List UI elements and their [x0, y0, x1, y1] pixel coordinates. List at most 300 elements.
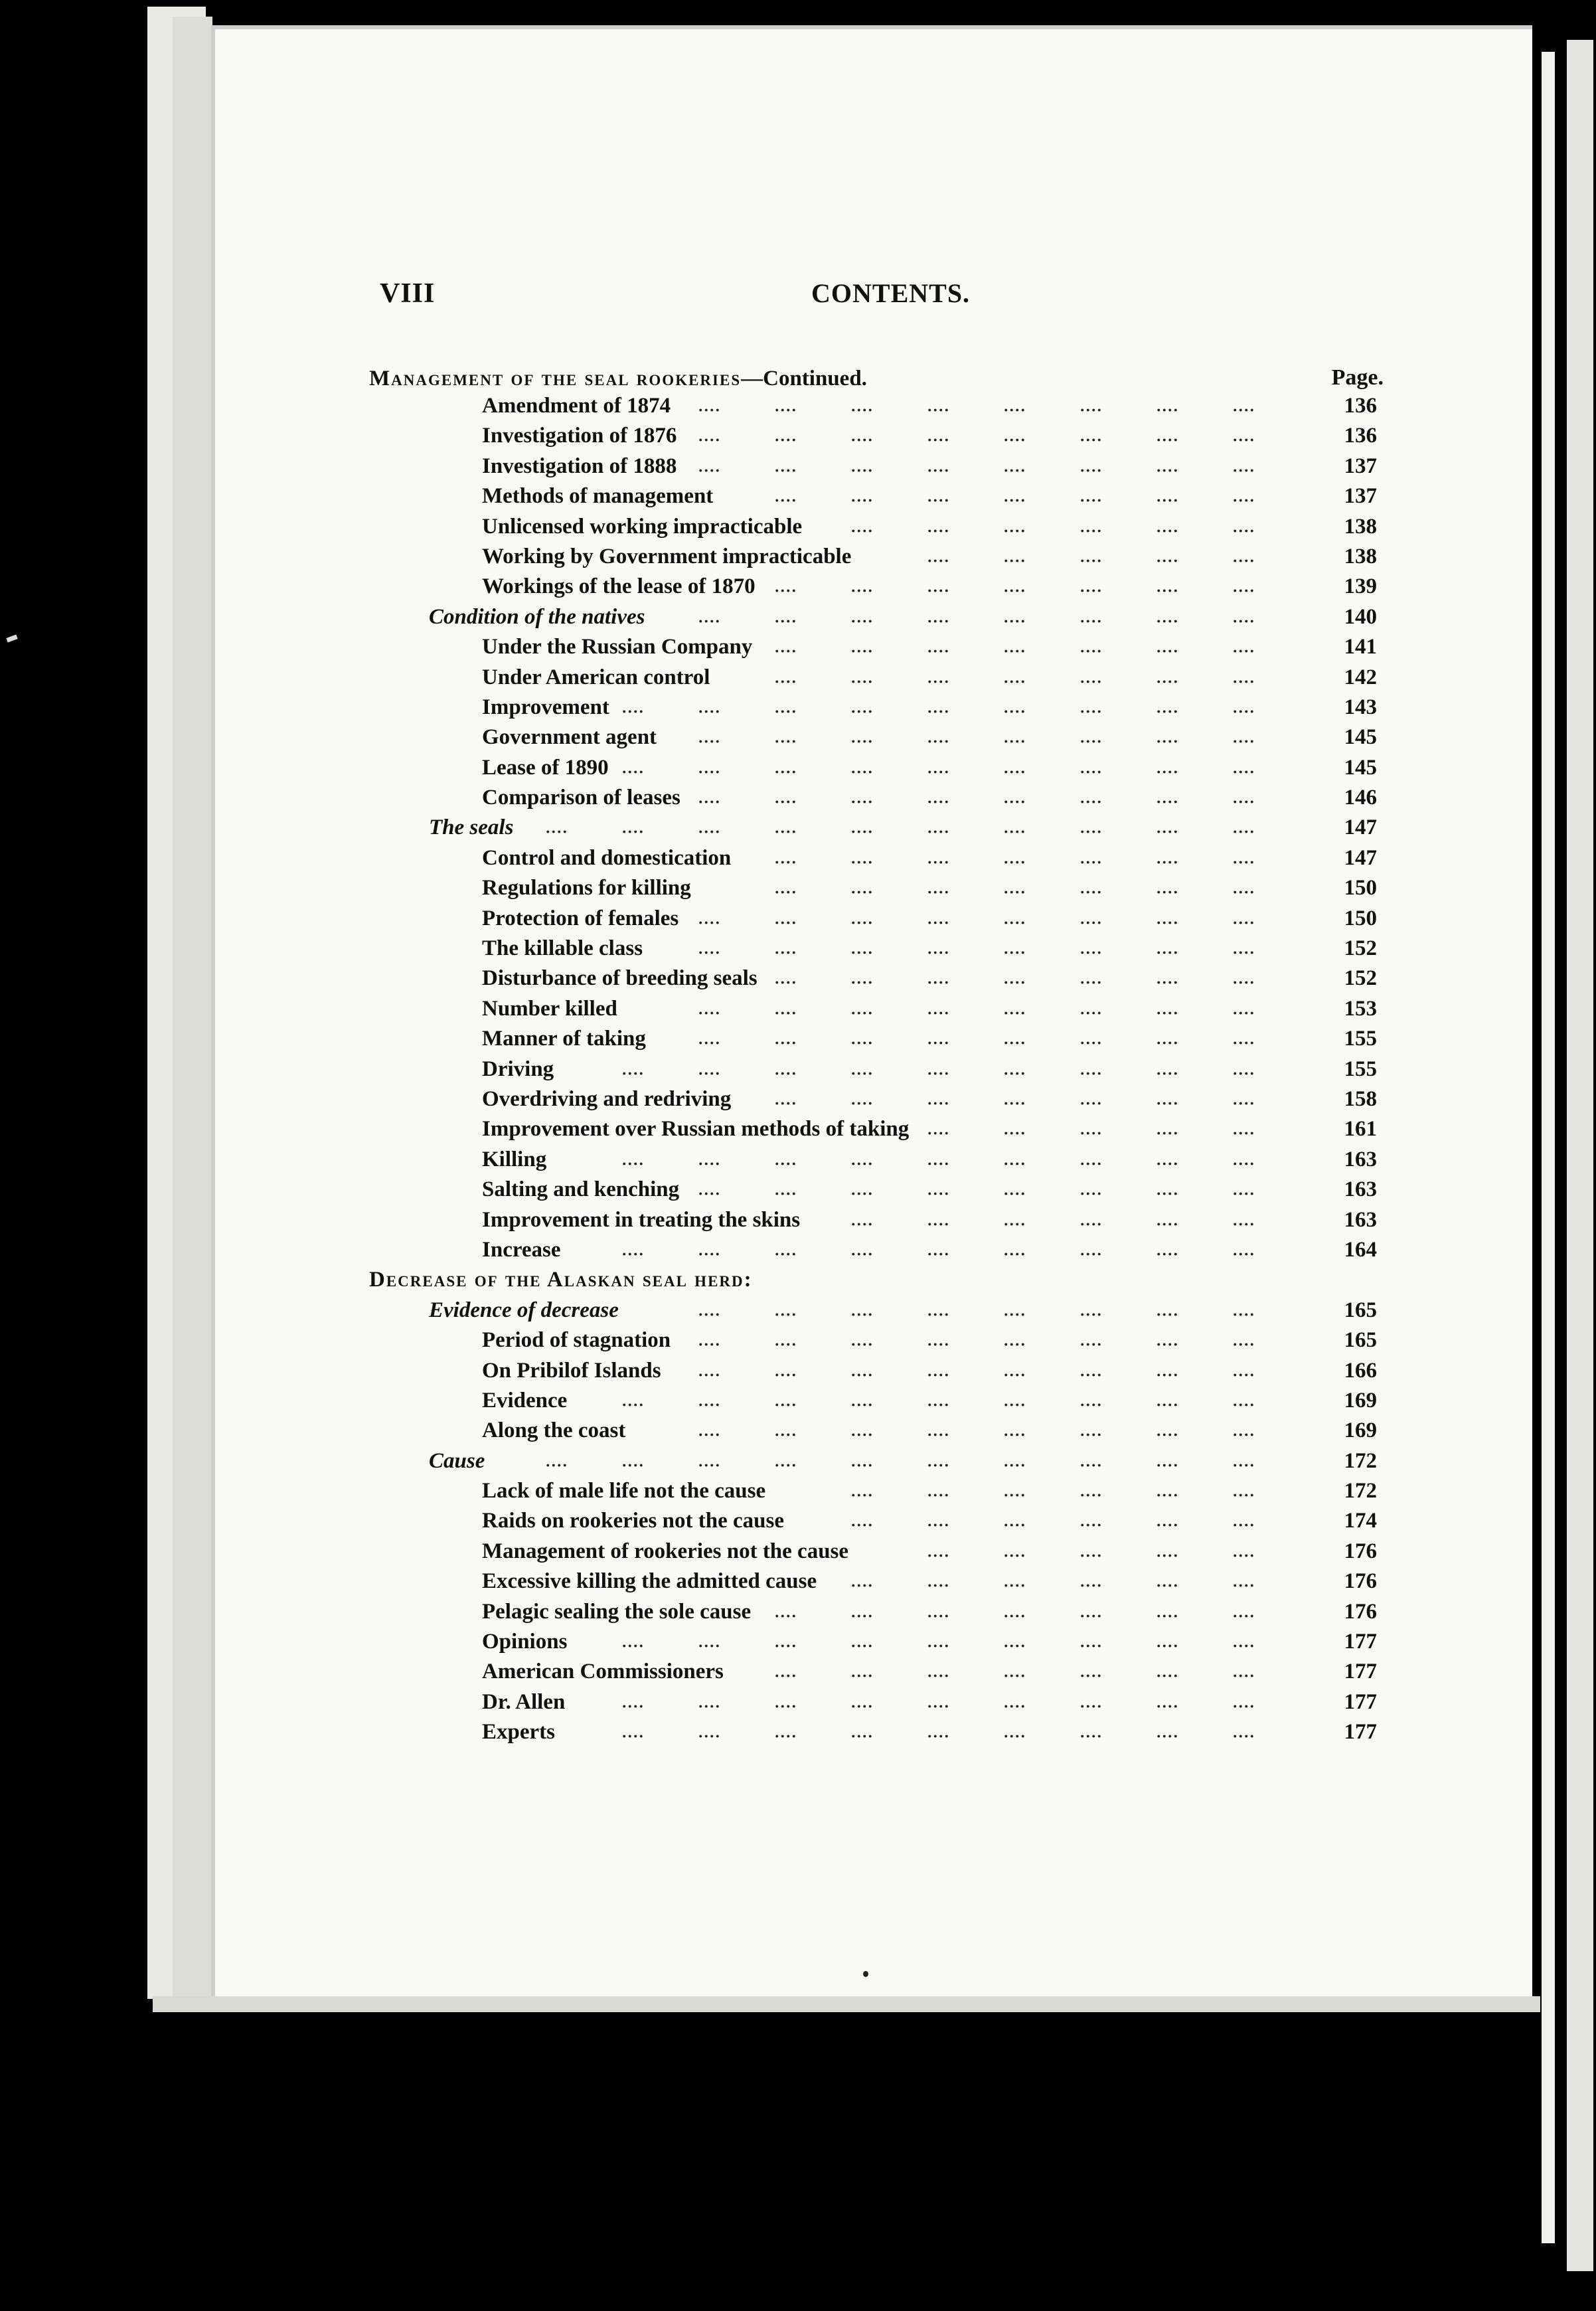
leader-dot-group [774, 1644, 797, 1648]
leader-dot-group [1156, 529, 1178, 533]
toc-page-number: 169 [1344, 1418, 1377, 1443]
leader-dot-group [927, 589, 949, 592]
leader-dot-group [1232, 1403, 1255, 1407]
leader-dot-group [850, 1252, 873, 1256]
leader-dot-group [774, 589, 797, 592]
leader-dot-group [850, 1584, 873, 1587]
leader-dot-group [1003, 1343, 1026, 1346]
leader-dot-group [698, 1192, 720, 1195]
leader-dot-group [1003, 770, 1026, 774]
leader-dot-group [927, 1223, 949, 1226]
leader-dot-group [927, 1554, 949, 1557]
leader-dot-group [774, 800, 797, 804]
leader-dot-group [850, 740, 873, 743]
leader-dot-group [850, 1674, 873, 1677]
toc-entry-title [482, 1356, 661, 1386]
toc-entry [369, 1175, 1385, 1205]
leader-dot-group [774, 770, 797, 774]
leader-dot-group [1232, 1223, 1255, 1226]
leader-dot-group [774, 1433, 797, 1436]
leader-dot-group [545, 1464, 568, 1467]
toc-page-number: 153 [1344, 996, 1377, 1021]
leader-dot-group [1156, 1584, 1178, 1587]
leader-dot-group [1079, 1644, 1102, 1648]
leader-dot-group [1003, 438, 1026, 442]
leader-dot-group [774, 1705, 797, 1708]
toc-page-number: 163 [1344, 1207, 1377, 1232]
leader-dot-group [850, 408, 873, 412]
leader-dot-group [698, 1373, 720, 1377]
toc-entry-title [482, 1326, 671, 1355]
leader-dot-group [1232, 620, 1255, 623]
toc-entry-title [482, 934, 643, 964]
leader-dot-group [774, 1041, 797, 1045]
toc-entry-text: Control and domestication [482, 845, 732, 870]
stray-ink-dot [863, 1971, 868, 1977]
leader-dot-group [850, 921, 873, 924]
leader-dot-group [1003, 1162, 1026, 1165]
leader-dot-group [1156, 951, 1178, 954]
leader-dot-group [698, 1343, 720, 1346]
leader-dot-group [1079, 1041, 1102, 1045]
toc-entry-text: Working by Government impracticable [482, 544, 852, 568]
leader-dot-group [1156, 1192, 1178, 1195]
leader-dot-group [1003, 1433, 1026, 1436]
toc-page-number: 146 [1344, 786, 1377, 810]
leader-dot-group [774, 1735, 797, 1738]
leader-dot-group [1156, 438, 1178, 442]
leader-dot-group [1232, 559, 1255, 562]
leader-dot-group [621, 770, 644, 774]
leader-dot-group [1156, 800, 1178, 804]
leader-dot-group [1079, 620, 1102, 623]
toc-entry-text: On Pribilof Islands [482, 1358, 661, 1383]
leader-dot-group [927, 1102, 949, 1105]
toc-section-heading [369, 1265, 1385, 1295]
toc-entry [369, 1687, 1385, 1717]
leader-dot-group [774, 981, 797, 984]
toc-entry [369, 452, 1385, 481]
leader-dot-group [1003, 1192, 1026, 1195]
leader-dot-group [1003, 740, 1026, 743]
toc-entry [369, 1597, 1385, 1627]
leader-dot-group [698, 469, 720, 472]
toc-entry-title [429, 813, 513, 843]
toc-entry [369, 1717, 1385, 1747]
toc-entry [369, 994, 1385, 1024]
leader-dot-group [850, 710, 873, 713]
toc-page-number: 138 [1344, 544, 1377, 568]
toc-entry [369, 1024, 1385, 1054]
leader-dot-group [621, 1735, 644, 1738]
leader-dot-group [850, 1523, 873, 1527]
toc-entry-title [482, 1024, 646, 1054]
leader-dot-group [927, 1313, 949, 1316]
leader-dot-group [1079, 1433, 1102, 1436]
leader-dot-group [1079, 649, 1102, 653]
leader-dot-group [1079, 529, 1102, 533]
leader-dot-group [1156, 710, 1178, 713]
toc-page-number: 172 [1344, 1448, 1377, 1473]
leader-dot-group [1232, 710, 1255, 713]
leader-dot-group [927, 1192, 949, 1195]
toc-entry-title [482, 391, 671, 421]
leader-dot-group [850, 680, 873, 683]
leader-dot-group [1232, 680, 1255, 683]
leader-dot-group [927, 649, 949, 653]
leader-dot-group [1079, 1523, 1102, 1527]
toc-entry-text: Driving [482, 1057, 554, 1081]
leader-dot-group [1156, 1403, 1178, 1407]
leader-dot-group [927, 981, 949, 984]
leader-dot-group [927, 1523, 949, 1527]
leader-dot-group [1003, 1041, 1026, 1045]
toc-entry-title [482, 1416, 625, 1446]
leader-dot-group [1232, 1705, 1255, 1708]
leader-dot-group [774, 1343, 797, 1346]
leader-dot-group [927, 1464, 949, 1467]
leader-dot-group [850, 1614, 873, 1618]
leader-dot-group [927, 499, 949, 502]
running-title: CONTENTS. [811, 278, 971, 308]
leader-dot-group [1003, 499, 1026, 502]
toc-entry [369, 1356, 1385, 1386]
leader-dot-group [927, 891, 949, 894]
leader-dot-group [621, 1162, 644, 1165]
leader-dot-group [927, 529, 949, 533]
leader-dot-group [1156, 1072, 1178, 1075]
leader-dot-group [1003, 921, 1026, 924]
leader-dot-group [1003, 469, 1026, 472]
toc-entry-text: Overdriving and redriving [482, 1086, 732, 1111]
leader-dot-group [1232, 408, 1255, 412]
leader-dot-group [1003, 1102, 1026, 1105]
leader-dot-group [850, 1464, 873, 1467]
toc-subsection [369, 1296, 1385, 1326]
leader-dot-group [850, 1223, 873, 1226]
page-column-label: Page. [1331, 365, 1384, 390]
leader-dot-group [1232, 1614, 1255, 1618]
leader-dot-group [698, 740, 720, 743]
toc-entry-title [482, 421, 677, 451]
toc-entry [369, 964, 1385, 993]
leader-dot-group [1156, 830, 1178, 833]
leader-dot-group [1156, 1343, 1178, 1346]
leader-dot-group [1079, 891, 1102, 894]
toc-heading-suffix: : [744, 1268, 752, 1292]
leader-dot-group [621, 1644, 644, 1648]
toc-entry-text: Methods of management [482, 484, 714, 509]
leader-dot-group [1079, 800, 1102, 804]
leader-dot-group [1079, 1162, 1102, 1165]
leader-dot-group [850, 1192, 873, 1195]
leader-dot-group [1003, 861, 1026, 864]
toc-entry-text: Decrease of the Alaskan seal herd [369, 1268, 744, 1292]
toc-entry [369, 1114, 1385, 1144]
leader-dot-group [1156, 649, 1178, 653]
toc-page-number: 166 [1344, 1358, 1377, 1383]
leader-dot-group [850, 1494, 873, 1497]
toc-entry [369, 1326, 1385, 1355]
toc-page-number: 136 [1344, 394, 1377, 418]
toc-page-number: 176 [1344, 1569, 1377, 1594]
leader-dot-group [1079, 921, 1102, 924]
leader-dot-group [1232, 589, 1255, 592]
leader-dot-group [927, 770, 949, 774]
toc-entry-title [482, 723, 657, 752]
leader-dot-group [1232, 770, 1255, 774]
leader-dot-group [698, 1041, 720, 1045]
toc-entry [369, 1627, 1385, 1657]
leader-dot-group [1003, 559, 1026, 562]
leader-dot-group [698, 800, 720, 804]
leader-dot-group [927, 951, 949, 954]
leader-dot-group [1079, 830, 1102, 833]
leader-dot-group [927, 1162, 949, 1165]
leader-dot-group [1003, 1011, 1026, 1015]
toc-page-number: 176 [1344, 1599, 1377, 1624]
leader-dot-group [1079, 559, 1102, 562]
leader-dot-group [774, 1313, 797, 1316]
toc-page-number: 155 [1344, 1057, 1377, 1081]
leader-dot-group [1156, 1494, 1178, 1497]
leader-dot-group [698, 1011, 720, 1015]
toc-entry-text: Unlicensed working impracticable [482, 514, 803, 539]
leader-dot-group [1003, 1584, 1026, 1587]
leader-dot-group [1156, 1313, 1178, 1316]
leader-dot-group [1003, 800, 1026, 804]
leader-dot-group [1232, 1644, 1255, 1648]
toc-entry [369, 723, 1385, 752]
leader-dot-group [1232, 740, 1255, 743]
toc-entry [369, 1386, 1385, 1416]
leader-dot-group [850, 951, 873, 954]
toc-entry-title [482, 1114, 909, 1144]
toc-entry-title [369, 364, 867, 394]
toc-page-number: 136 [1344, 424, 1377, 448]
leader-dot-group [850, 1433, 873, 1436]
leader-dot-group [927, 861, 949, 864]
toc-entry [369, 1567, 1385, 1596]
leader-dot-group [621, 1072, 644, 1075]
leader-dot-group [1232, 1494, 1255, 1497]
leader-dot-group [1003, 529, 1026, 533]
leader-dot-group [927, 620, 949, 623]
leader-dot-group [1232, 1584, 1255, 1587]
leader-dot-group [850, 1373, 873, 1377]
leader-dot-group [1003, 1252, 1026, 1256]
toc-entry-text: Opinions [482, 1630, 568, 1654]
leader-dot-group [774, 1252, 797, 1256]
toc-page-number: 164 [1344, 1237, 1377, 1262]
toc-entry [369, 1145, 1385, 1175]
toc-entry [369, 572, 1385, 602]
leader-dot-group [1003, 1403, 1026, 1407]
leader-dot-group [774, 951, 797, 954]
leader-dot-group [850, 891, 873, 894]
leader-dot-group [1232, 469, 1255, 472]
toc-entry-text: Disturbance of breeding seals [482, 966, 758, 991]
toc-entry [369, 753, 1385, 783]
leader-dots [369, 1446, 1305, 1476]
leader-dot-group [927, 1674, 949, 1677]
toc-entry-title [429, 1446, 485, 1476]
toc-entry [369, 1657, 1385, 1687]
leader-dot-group [927, 740, 949, 743]
toc-page-number: 174 [1344, 1509, 1377, 1533]
leader-dot-group [1156, 1614, 1178, 1618]
toc-entry [369, 1476, 1385, 1506]
leader-dot-group [698, 1464, 720, 1467]
leader-dot-group [1079, 710, 1102, 713]
page-bottom-edge [153, 1996, 1540, 2012]
leader-dot-group [1156, 770, 1178, 774]
toc-page-number: 158 [1344, 1086, 1377, 1111]
page-folio: VIII [380, 278, 436, 309]
leader-dot-group [927, 1644, 949, 1648]
leader-dot-group [1003, 589, 1026, 592]
leader-dot-group [621, 830, 644, 833]
leader-dot-group [850, 770, 873, 774]
leader-dot-group [1232, 951, 1255, 954]
toc-page-number: 142 [1344, 665, 1377, 689]
toc-entry-title [482, 904, 678, 934]
leader-dot-group [1156, 1223, 1178, 1226]
leader-dot-group [927, 469, 949, 472]
leader-dot-group [927, 1705, 949, 1708]
leader-dot-group [927, 1403, 949, 1407]
toc-entry-text: Excessive killing the admitted cause [482, 1569, 817, 1594]
leader-dot-group [1232, 1464, 1255, 1467]
leader-dot-group [774, 1162, 797, 1165]
leader-dot-group [774, 740, 797, 743]
toc-page-number: 163 [1344, 1147, 1377, 1171]
toc-entry [369, 1537, 1385, 1567]
leader-dot-group [698, 1252, 720, 1256]
facing-page-edge [1542, 52, 1555, 2243]
leader-dot-group [1156, 589, 1178, 592]
toc-entry-text: Salting and kenching [482, 1177, 680, 1202]
toc-page-number: 165 [1344, 1328, 1377, 1353]
toc-entry [369, 1235, 1385, 1265]
leader-dot-group [1003, 1554, 1026, 1557]
leader-dot-group [774, 408, 797, 412]
toc-entry [369, 663, 1385, 693]
toc-entry-title [482, 1627, 567, 1657]
leader-dot-group [1232, 1433, 1255, 1436]
toc-heading-suffix: —Continued. [741, 367, 867, 390]
toc-entry-title [482, 753, 609, 783]
leader-dot-group [545, 830, 568, 833]
toc-entry-text: Amendment of 1874 [482, 394, 671, 418]
leader-dot-group [850, 438, 873, 442]
leader-dot-group [1232, 499, 1255, 502]
toc-entry-title [482, 452, 677, 481]
leader-dot-group [927, 1252, 949, 1256]
toc-entry-title [482, 1717, 555, 1747]
leader-dot-group [621, 710, 644, 713]
page-header [380, 278, 1382, 317]
leader-dot-group [1003, 891, 1026, 894]
leader-dot-group [1079, 469, 1102, 472]
leader-dot-group [621, 1464, 644, 1467]
leader-dot-group [1003, 1523, 1026, 1527]
toc-entry-title [482, 542, 851, 572]
toc-page-number: 155 [1344, 1027, 1377, 1051]
toc-entry [369, 1506, 1385, 1536]
toc-entry-text: Experts [482, 1720, 555, 1745]
toc-entry-text: Evidence [482, 1388, 568, 1412]
leader-dot-group [1003, 1705, 1026, 1708]
toc-page-number: 161 [1344, 1117, 1377, 1142]
toc-entry-title [482, 843, 731, 873]
leader-dot-group [927, 438, 949, 442]
leader-dot-group [1003, 1644, 1026, 1648]
leader-dot-group [1156, 620, 1178, 623]
toc-page-number: 137 [1344, 454, 1377, 478]
leader-dot-group [927, 1343, 949, 1346]
leader-dot-group [927, 1132, 949, 1135]
toc-entry-text: Management of the seal rookeries [369, 367, 742, 390]
leader-dot-group [1156, 981, 1178, 984]
leader-dot-group [774, 861, 797, 864]
leader-dot-group [1079, 1223, 1102, 1226]
toc-page-number: 163 [1344, 1177, 1377, 1202]
leader-dot-group [927, 1072, 949, 1075]
leader-dot-group [927, 559, 949, 562]
toc-entry [369, 693, 1385, 723]
toc-entry-text: The killable class [482, 936, 643, 961]
leader-dot-group [927, 1373, 949, 1377]
leader-dot-group [1079, 1464, 1102, 1467]
leader-dot-group [1003, 710, 1026, 713]
leader-dot-group [1079, 1373, 1102, 1377]
toc-entry-title [482, 663, 710, 693]
toc-entry-title [482, 572, 756, 602]
leader-dot-group [1079, 408, 1102, 412]
toc-entry-text: Improvement in treating the skins [482, 1207, 801, 1232]
toc-entry-text: Under the Russian Company [482, 635, 753, 659]
leader-dot-group [774, 649, 797, 653]
leader-dot-group [1003, 1373, 1026, 1377]
leader-dot-group [1156, 1011, 1178, 1015]
toc-entry-text: Manner of taking [482, 1027, 646, 1051]
toc-entry-text: Evidence of decrease [429, 1298, 619, 1322]
leader-dot-group [774, 469, 797, 472]
toc-entry-title [482, 1235, 561, 1265]
toc-entry [369, 873, 1385, 903]
leader-dot-group [1232, 861, 1255, 864]
toc-page-number: 150 [1344, 906, 1377, 930]
toc-page-number: 138 [1344, 514, 1377, 539]
leader-dot-group [1232, 981, 1255, 984]
leader-dot-group [1156, 891, 1178, 894]
leader-dot-group [774, 1011, 797, 1015]
leader-dot-group [927, 1011, 949, 1015]
leader-dot-group [1156, 1373, 1178, 1377]
leader-dot-group [1156, 1132, 1178, 1135]
toc-page-number: 172 [1344, 1479, 1377, 1503]
leader-dot-group [1232, 1373, 1255, 1377]
leader-dot-group [698, 951, 720, 954]
leader-dot-group [1003, 1313, 1026, 1316]
page-stack-edge [173, 17, 212, 2009]
toc-entry-text: Lease of 1890 [482, 755, 609, 780]
toc-entry-text: The seals [429, 815, 514, 840]
toc-entry-title [429, 1296, 619, 1326]
leader-dot-group [774, 438, 797, 442]
leader-dot-group [1156, 1644, 1178, 1648]
